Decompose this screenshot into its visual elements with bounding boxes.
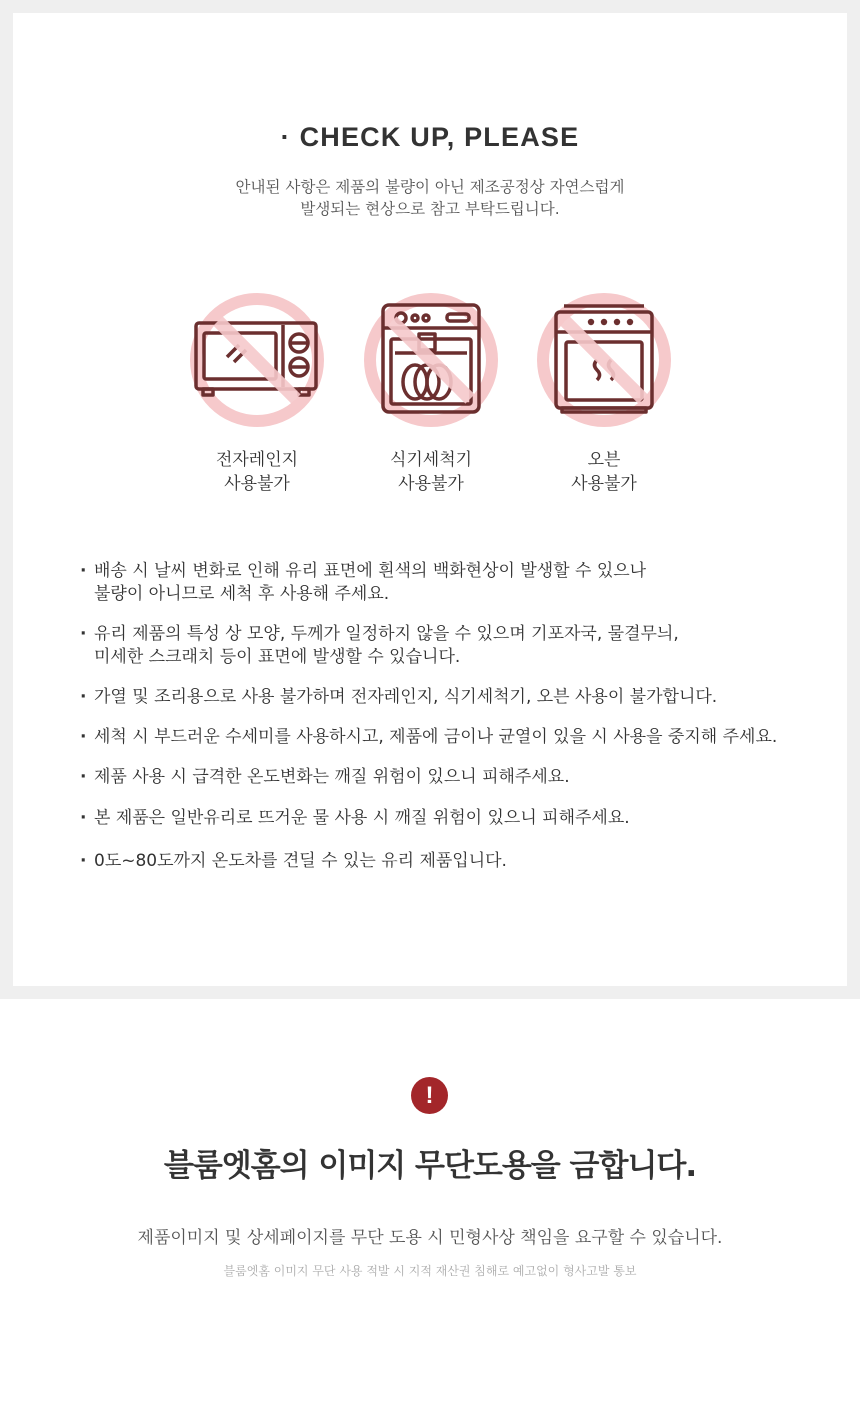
caution-line: · 본 제품은 일반유리로 뜨거운 물 사용 시 깨질 위험이 있으니 피해주세요. — [94, 808, 630, 828]
caution-item — [80, 850, 820, 873]
caution-list — [80, 560, 820, 873]
prohibit-title: 블룸엣홈의 이미지 무단도용을 금합니다. — [163, 1148, 697, 1184]
dishwasher-label-line2: 사용불가 — [398, 474, 464, 494]
oven-label-line2: 사용불가 — [571, 474, 637, 494]
oven-label-line1: 오븐 — [587, 450, 621, 470]
caution-line: · 세척 시 부드러운 수세미를 사용하시고, 제품에 금이나 균열이 있을 시 사용을 중지해 주세요. — [94, 727, 778, 747]
microwave-prohibited-icon — [187, 290, 327, 430]
caution-item — [80, 726, 820, 749]
oven-item — [534, 290, 674, 496]
caution-line: 미세한 스크래치 등이 표면에 발생할 수 있습니다. — [94, 647, 461, 667]
caution-item — [80, 560, 820, 606]
microwave-label-line1: 전자레인지 — [215, 450, 299, 470]
caution-item — [80, 766, 820, 789]
dishwasher-prohibited-icon — [361, 290, 501, 430]
caution-line: · 가열 및 조리용으로 사용 불가하며 전자레인지, 식기세척기, 오븐 사용이 불가합니다. — [94, 687, 718, 707]
check-title: · CHECK UP, PLEASE — [280, 122, 580, 152]
caution-line: · 제품 사용 시 급격한 온도변화는 깨질 위험이 있으니 피해주세요. — [94, 767, 570, 787]
caution-item — [80, 686, 820, 709]
microwave-label — [187, 448, 327, 496]
dishwasher-label — [361, 448, 501, 496]
oven-prohibited-icon — [534, 290, 674, 430]
dishwasher-label-line1: 식기세척기 — [389, 450, 473, 470]
caution-line: · 유리 제품의 특성 상 모양, 두께가 일정하지 않을 수 있으며 기포자국, 물결무늬, — [94, 624, 679, 644]
caution-item — [80, 807, 820, 830]
dishwasher-item — [361, 290, 501, 496]
prohibit-description: 제품이미지 및 상세페이지를 무단 도용 시 민형사상 책임을 요구할 수 있습니다. — [137, 1228, 723, 1248]
check-subtitle-line1: 안내된 사항은 제품의 불량이 아닌 제조공정상 자연스럽게 — [235, 178, 625, 196]
caution-item — [80, 623, 820, 669]
microwave-item — [187, 290, 327, 496]
caution-line: · 배송 시 날씨 변화로 인해 유리 표면에 흰색의 백화현상이 발생할 수 있으나 — [94, 561, 647, 581]
caution-line: 불량이 아니므로 세척 후 사용해 주세요. — [94, 584, 390, 604]
prohibit-fineprint: 블룸엣홈 이미지 무단 사용 적발 시 지적 재산권 침해로 예고없이 형사고발 통보 — [223, 1264, 637, 1278]
caution-line: · 0도~80도까지 온도차를 견딜 수 있는 유리 제품입니다. — [94, 851, 507, 871]
check-subtitle — [0, 176, 860, 220]
microwave-label-line2: 사용불가 — [224, 474, 290, 494]
oven-label — [534, 448, 674, 496]
check-subtitle-line2: 발생되는 현상으로 참고 부탁드립니다. — [300, 200, 560, 218]
exclamation-icon: ! — [411, 1077, 448, 1114]
